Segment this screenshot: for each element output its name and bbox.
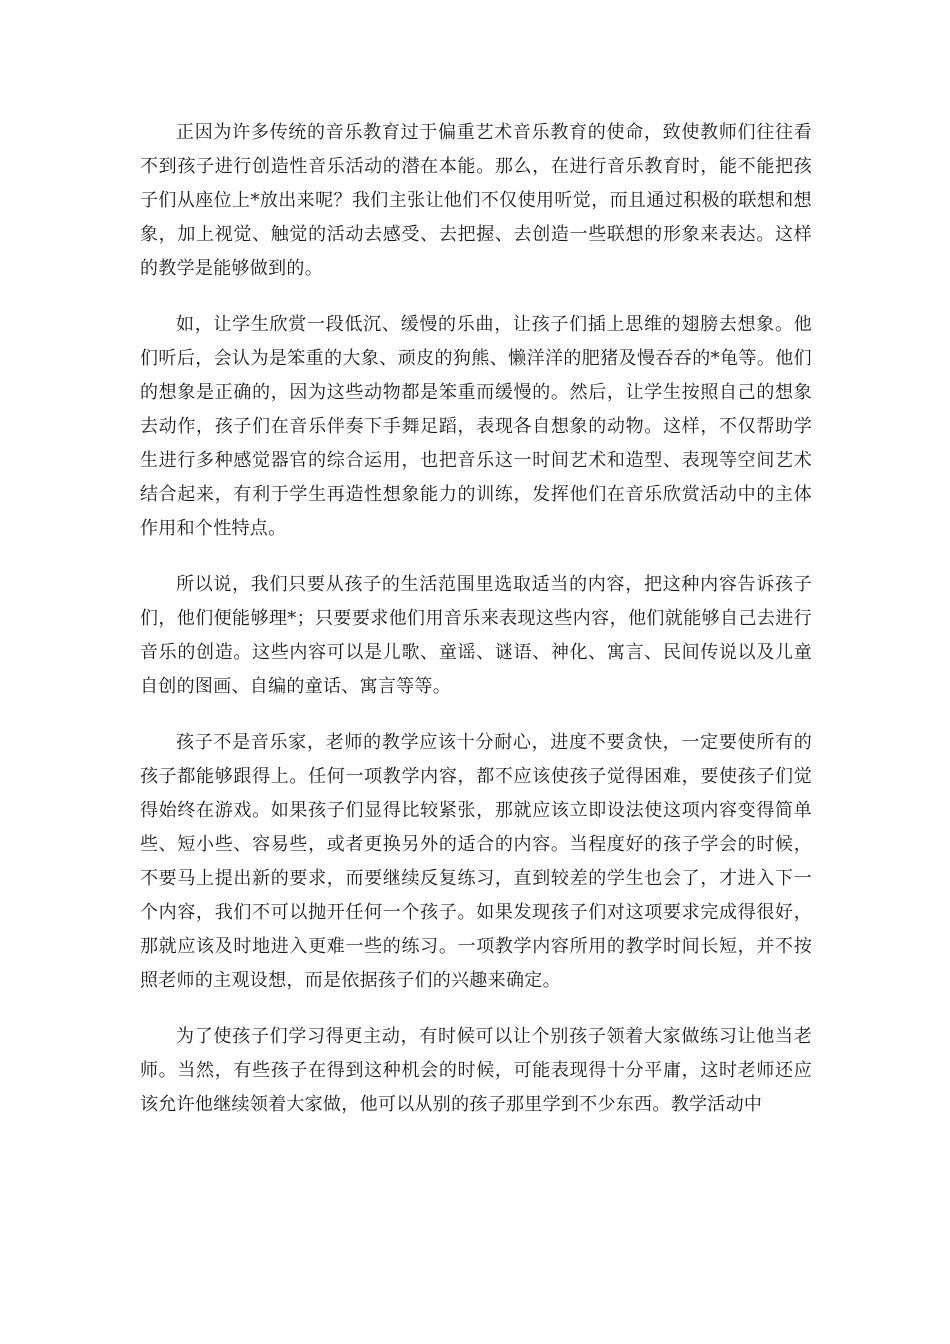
paragraph-3: 所以说，我们只要从孩子的生活范围里选取适当的内容，把这种内容告诉孩子们，他们便能够理*；只要要求他们用音乐来表现这些内容，他们就能够自己去进行音乐的创造。这些内容可以是儿歌、童谣、谜语、神化、寓言、民间传说以及儿童自创的图画、自编的童话、寓言等等。 bbox=[140, 574, 812, 697]
document-body bbox=[140, 116, 812, 1144]
paragraph-4: 孩子不是音乐家，老师的教学应该十分耐心，进度不要贪快，一定要使所有的孩子都能够跟得上。任何一项教学内容，都不应该使孩子觉得困难，要使孩子们觉得始终在游戏。如果孩子们显得比较紧张，那就应该立即设法使这项内容变得简单些、短小些、容易些，或者更换另外的适合的内容。当程度好的孩子学会的时候，不要马上提出新的要求，而要继续反复练习，直到较差的学生也会了，才进入下一个内容，我们不可以抛开任何一个孩子。如果发现孩子们对这项要求完成得很好，那就应该及时地进入更难一些的练习。一项教学内容所用的教学时间长短，并不按照老师的主观设想，而是依据孩子们的兴趣来确定。 bbox=[140, 732, 812, 991]
paragraph-2: 如，让学生欣赏一段低沉、缓慢的乐曲，让孩子们插上思维的翅膀去想象。他们听后，会认为是笨重的大象、顽皮的狗熊、懒洋洋的肥猪及慢吞吞的*龟等。他们的想象是正确的，因为这些动物都是笨重而缓慢的。然后，让学生按照自己的想象去动作，孩子们在音乐伴奏下手舞足蹈，表现各自想象的动物。这样，不仅帮助学生进行多种感觉器官的综合运用，也把音乐这一时间艺术和造型、表现等空间艺术结合起来，有利于学生再造性想象能力的训练，发挥他们在音乐欣赏活动中的主体作用和个性特点。 bbox=[140, 314, 812, 539]
paragraph-5: 为了使孩子们学习得更主动，有时候可以让个别孩子领着大家做练习让他当老师。当然，有些孩子在得到这种机会的时候，可能表现得十分平庸，这时老师还应该允许他继续领着大家做，他可以从别的孩子那里学到不少东西。教学活动中 bbox=[140, 1026, 812, 1115]
paragraph-1: 正因为许多传统的音乐教育过于偏重艺术音乐教育的使命，致使教师们往往看不到孩子进行创造性音乐活动的潜在本能。那么，在进行音乐教育时，能不能把孩子们从座位上*放出来呢？我们主张让他们不仅使用听觉，而且通过积极的联想和想象，加上视觉、触觉的活动去感受、去把握、去创造一些联想的形象来表达。这样的教学是能够做到的。 bbox=[140, 122, 812, 279]
